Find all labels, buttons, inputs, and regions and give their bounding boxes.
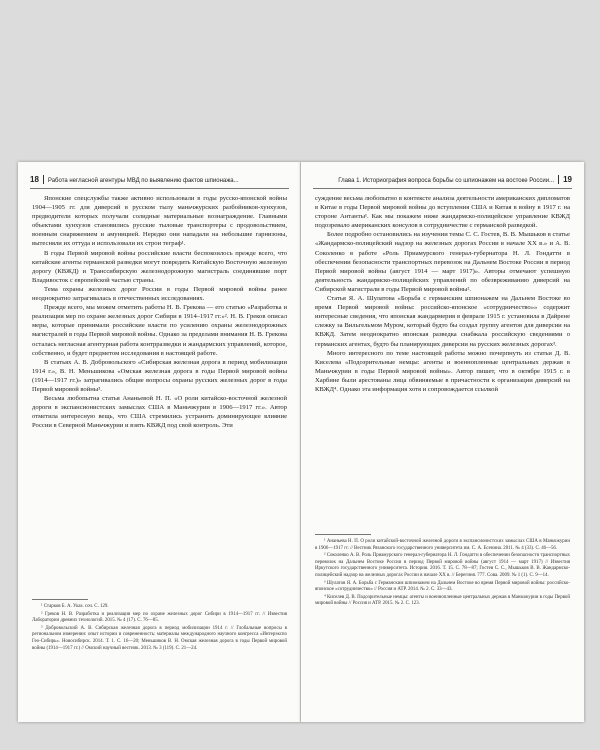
footnote-rule bbox=[32, 599, 88, 600]
running-head-title: Глава 1. Историография вопроса борьбы со шпионажем на востоке России... bbox=[338, 178, 555, 184]
paragraph: Прежде всего, мы можем отметить работы Н. В. Грекова — его статью «Разработка и реализация мер по охране железных дорог Сибири в 1914–1917 гг.»². Н. В. Греков описал меры, которые принимали российские власти по усилению охраны железнодорожных магистралей в годы Первой мировой войны. Однако за пределами внимания Н. В. Грекова осталась негласная агентурная работа контрразведки и жандармских управлений, которое, собственно, и будет предметом исследования в настоящей работе. bbox=[32, 304, 287, 357]
footnotes bbox=[32, 604, 287, 653]
page-number: 19 bbox=[563, 175, 572, 184]
body-text bbox=[315, 194, 570, 394]
footnote: ³ Шулатов Я. А. Борьба с Германским шпионажем на Дальнем Востоке во время Первой мировой войны: российско-японское «сотрудничество» // Россия и АТР. 2014. № 2. С. 33—43. bbox=[315, 580, 570, 593]
header-rule bbox=[313, 188, 572, 189]
footnote: ² Греков Н. В. Разработка и реализация мер по охране железных дорог Сибири в 1914—1917 гг. // Известия Лаборатории древних технологий. 2015. № 4 (17). С. 76—85. bbox=[32, 611, 287, 624]
footnotes bbox=[315, 539, 570, 609]
header-divider bbox=[558, 175, 559, 184]
paragraph: Весьма любопытна статья Ананьевой Н. П. «О роли китайско-восточной железной дороги в экспансионистских замыслах США в Маньчжурии в 1906—1917 гг.». Автор отметила интересную вещь, что США стремились устранить доминирующее влияние России в Северной Маньчжурии и взять КВЖД под свой контроль. Эти bbox=[32, 395, 287, 430]
paragraph: Японские спецслужбы также активно использовали в годы русско-японской войны 1904—1905 гг. для диверсий в русском тылу маньчжурских разбойников-хунхузов, предводители которых получали солидные материальные вознаграждение. Главными объектами хунхузов становились русские тыловые транспортеры с продовольствием, военным снаряжением и амуницией. Нередко они нападали на небольшие гарнизоны, вытесняли их оттуда и использовали их строи теграф¹. bbox=[32, 195, 287, 248]
header-rule bbox=[30, 188, 289, 189]
running-head bbox=[313, 174, 572, 186]
header-divider bbox=[43, 175, 44, 184]
running-head-title: Работа негласной агентуры МВД по выявлению фактов шпионажа... bbox=[47, 178, 239, 184]
paragraph: В статьях А. В. Добровольского «Сибирская железная дорога в период мобилизации 1914 г.», В. Н. Меньшикова «Омская железная дорога в годы Первой мировой войны (1914—1917 гг.)» затрагивались общие вопросы охраны русских железных дорог в годы Первой мировой войны³. bbox=[32, 358, 287, 393]
right-page bbox=[301, 162, 584, 722]
paragraph: Много интересного по теме настоящей работы можно почерпнуть из статьи Д. В. Киселева «Подозрительные немцы: агенты и военнопленные центральных держав в Маньчжурии в годы Первой мировой войны». Автор пишет, что в октябре 1915 г. в Харбине были арестованы лица обвиняемые в причастности к организации диверсий на КВЖД⁴. Однако эта информация хотя и сопровождается ссылкой bbox=[315, 349, 570, 393]
footnote: ³ Добровольский А. В. Сибирская железная дорога в период мобилизации 1914 г. // Глобальные вопросы в региональном измерении: опыт истории и современность: материалы международного научного конгресса «Интерэкспо Гео-Сибирь». Новосибирск. 2014. Т. 1. С. 16—20; Меньшиков В. Н. Омская железная дорога в годы Первой мировой войны (1914—1917 гг.) // Омский научный вестник. 2013. № 3 (119). С. 21—24. bbox=[32, 625, 287, 651]
footnote: ² Соколенко А. В. Роль Приамурского генерал-губернатора Н. Л. Гондатти в обеспечении безопасности транспортных перевозок на Дальнем Востоке России в период Первой мировой войны (август 1914 — март 1917) // Известия Иркутского государственного университета. История. 2016. Т. 15. С. 78—87; Гостев С. С., Мышьков В. В. Жандармско-полицейский надзор на железных дорогах России в начале XX в. // Берегиня. 777. Сова. 2009. № 1 (1). С. 9—14. bbox=[315, 553, 570, 578]
footnote: ¹ Старков Б. А. Указ. соч. С. 129. bbox=[41, 604, 109, 609]
left-page bbox=[18, 162, 301, 722]
paragraph: В годы Первой мировой войны российские власти беспокоилось прежде всего, что китайские агенты германской разведки могут повредить Китайскую Восточную железную дорогу (КВЖД) и Транссибирскую железнодорожную магистраль соединявшие порт Владивосток с европейской частью страны. bbox=[32, 249, 287, 284]
footnote: ⁴ Киселев Д. В. Подозрительные немцы: агенты и военнопленные центральных держав в Маньчжурии в годы Первой мировой войны // Россия и АТР. 2015. № 2. С. 123. bbox=[315, 594, 570, 607]
running-head bbox=[30, 174, 289, 186]
footnote-rule bbox=[315, 534, 371, 535]
paragraph: Тема охраны железных дорог России в годы Первой мировой войны ранее неоднократно затрагивалась в отечественных исследованиях. bbox=[32, 285, 287, 303]
paragraph: Статья Я. А. Шулатова «Борьба с германским шпионажем на Дальнем Востоке во время Первой мировой войны: российско-японское «сотрудничество»» содержит интересные сведения, что японская жандармерия в феврале 1915 г. установила в Дайрене слежку за Вильгельмом Муром, который будто бы создал группу агентов для диверсии на КВЖД. Затем неоднократно японская разведка снабжала российскую сведениями о германских агентах, будто бы планирующих диверсии на русских железных дорогах³. bbox=[315, 295, 570, 348]
paragraph: Более подробно остановились на изучении темы С. С. Гостев, В. В. Мышьков в статье «Жандармско-полицейский надзор на железных дорогах России в начале XX в.» и А. В. Соколенко в работе «Роль Приамурского генерал-губернатора Н. Л. Гондатти в обеспечении безопасности транспортных перевозок на Дальнем Востоке России в период Первой мировой войны (август 1914 — март 1917)». Авторы отмечают успешную деятельность жандармско-полицейских управлений по обезвреживанию диверсий на Сибирской магистрали в годы Первой мировой войны². bbox=[315, 231, 570, 293]
footnote: ¹ Ананьева Н. П. О роли китайской-восточной железной дороги в экспансионистских замыслах США в Маньчжурии в 1906—1917 гг. // Вестник Рязанского государственного университета им. С. А. Есенина. 2011. № 4 (33). С. 46—56. bbox=[315, 539, 570, 551]
paragraph: суждение весьма любопытно в контексте анализа деятельности американских дипломатов в Китае в годы Первой мировой войны до вступления США и Китая в войну в 1917 г. на стороне Антанты¹. Как мы покажем ниже жандармско-полицейское управление КВЖД подозревало американских консулов в сотрудничестве с германской разведкой. bbox=[315, 195, 570, 230]
body-text bbox=[32, 194, 287, 430]
page-number: 18 bbox=[30, 175, 39, 184]
